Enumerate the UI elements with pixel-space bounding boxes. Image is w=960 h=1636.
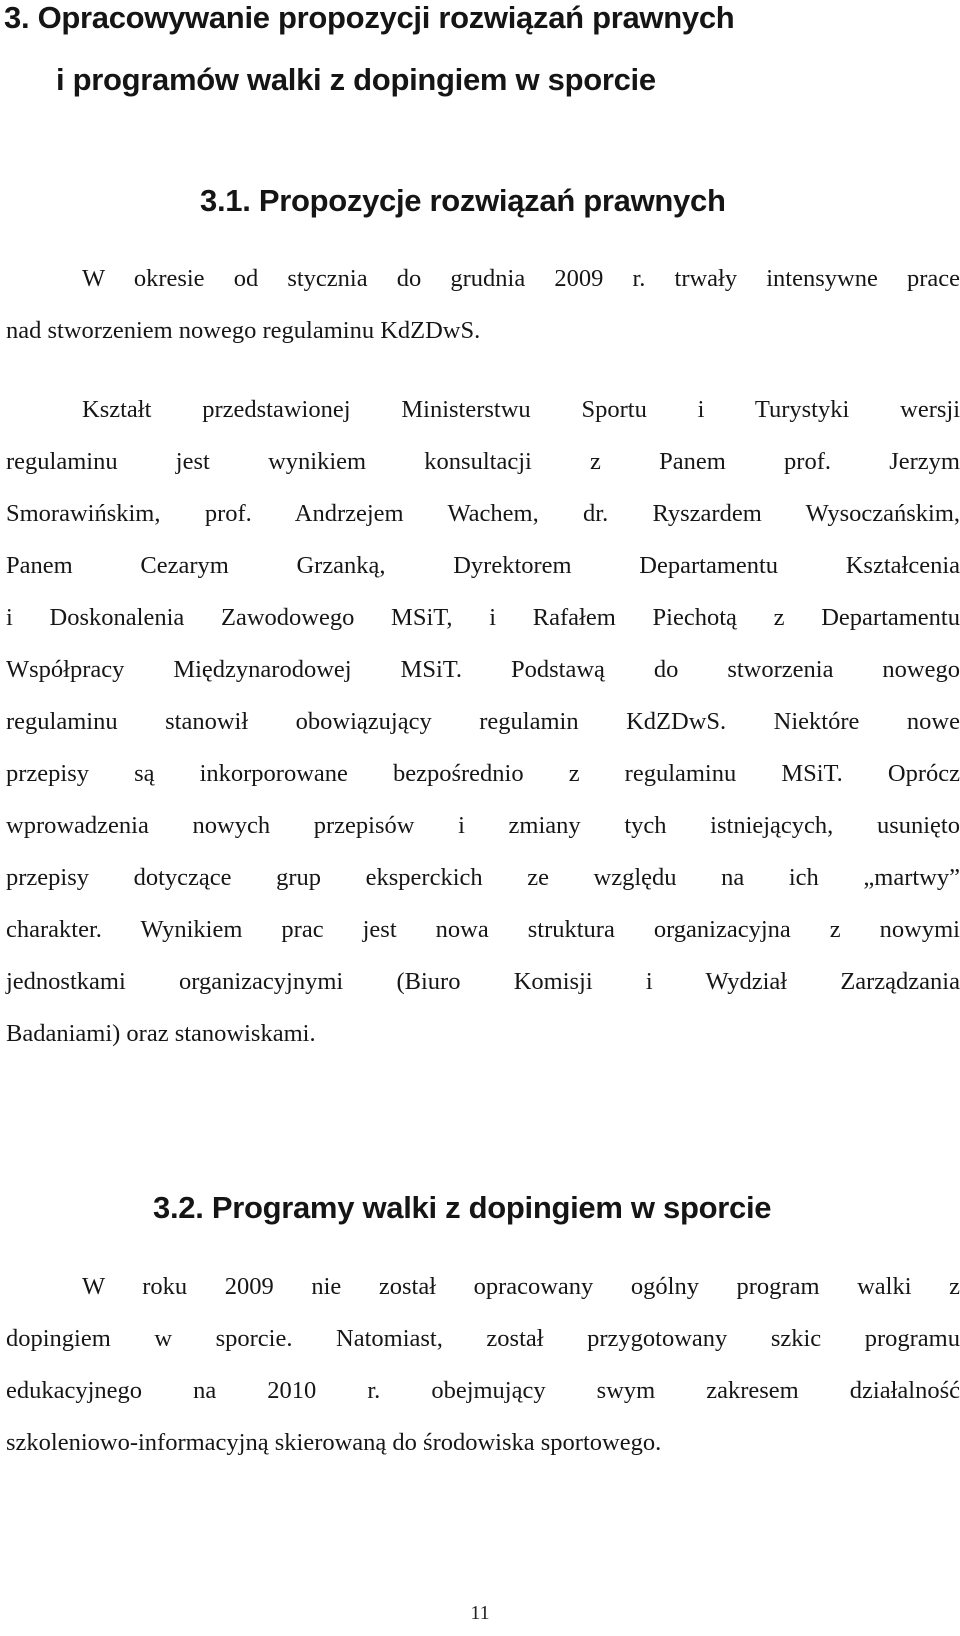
text-line: nad stworzeniem nowego regulaminu KdZDwS.: [6, 317, 481, 344]
text-line: charakter. Wynikiem prac jest nowa struktura organizacyjna z nowymi: [6, 916, 960, 943]
text-line: regulaminu jest wynikiem konsultacji z Panem prof. Jerzym: [6, 448, 960, 475]
text-line: wprowadzenia nowych przepisów i zmiany tych istniejących, usunięto: [6, 812, 960, 839]
text-line: szkoleniowo-informacyjną skierowaną do środowiska sportowego.: [6, 1429, 662, 1456]
text-line: jednostkami organizacyjnymi (Biuro Komisji i Wydział Zarządzania: [6, 968, 960, 995]
text-line: i Doskonalenia Zawodowego MSiT, i Rafałem Piechotą z Departamentu: [6, 604, 960, 631]
text-line: Badaniami) oraz stanowiskami.: [6, 1020, 316, 1047]
text-line: edukacyjnego na 2010 r. obejmujący swym zakresem działalność: [6, 1377, 960, 1404]
text-line: dopingiem w sporcie. Natomiast, został przygotowany szkic programu: [6, 1325, 960, 1352]
text-line: W okresie od stycznia do grudnia 2009 r. trwały intensywne prace: [82, 265, 960, 292]
section-3-2-title: 3.2. Programy walki z dopingiem w sporcie: [153, 1190, 772, 1225]
text-line: Smorawińskim, prof. Andrzejem Wachem, dr. Ryszardem Wysoczańskim,: [6, 500, 960, 527]
text-line: W roku 2009 nie został opracowany ogólny program walki z: [82, 1273, 960, 1300]
text-line: Kształt przedstawionej Ministerstwu Sportu i Turystyki wersji: [82, 396, 960, 423]
section-3-1-title: 3.1. Propozycje rozwiązań prawnych: [200, 183, 726, 218]
text-line: przepisy są inkorporowane bezpośrednio z regulaminu MSiT. Oprócz: [6, 760, 960, 787]
chapter-title-line-1: 3. Opracowywanie propozycji rozwiązań prawnych: [4, 0, 735, 35]
text-line: przepisy dotyczące grup eksperckich ze względu na ich „martwy”: [6, 864, 960, 891]
text-line: regulaminu stanowił obowiązujący regulamin KdZDwS. Niektóre nowe: [6, 708, 960, 735]
text-line: Panem Cezarym Grzanką, Dyrektorem Departamentu Kształcenia: [6, 552, 960, 579]
page-number: 11: [470, 1602, 490, 1624]
text-line: Współpracy Międzynarodowej MSiT. Podstawą do stworzenia nowego: [6, 656, 960, 683]
chapter-title-line-2: i programów walki z dopingiem w sporcie: [56, 62, 656, 97]
